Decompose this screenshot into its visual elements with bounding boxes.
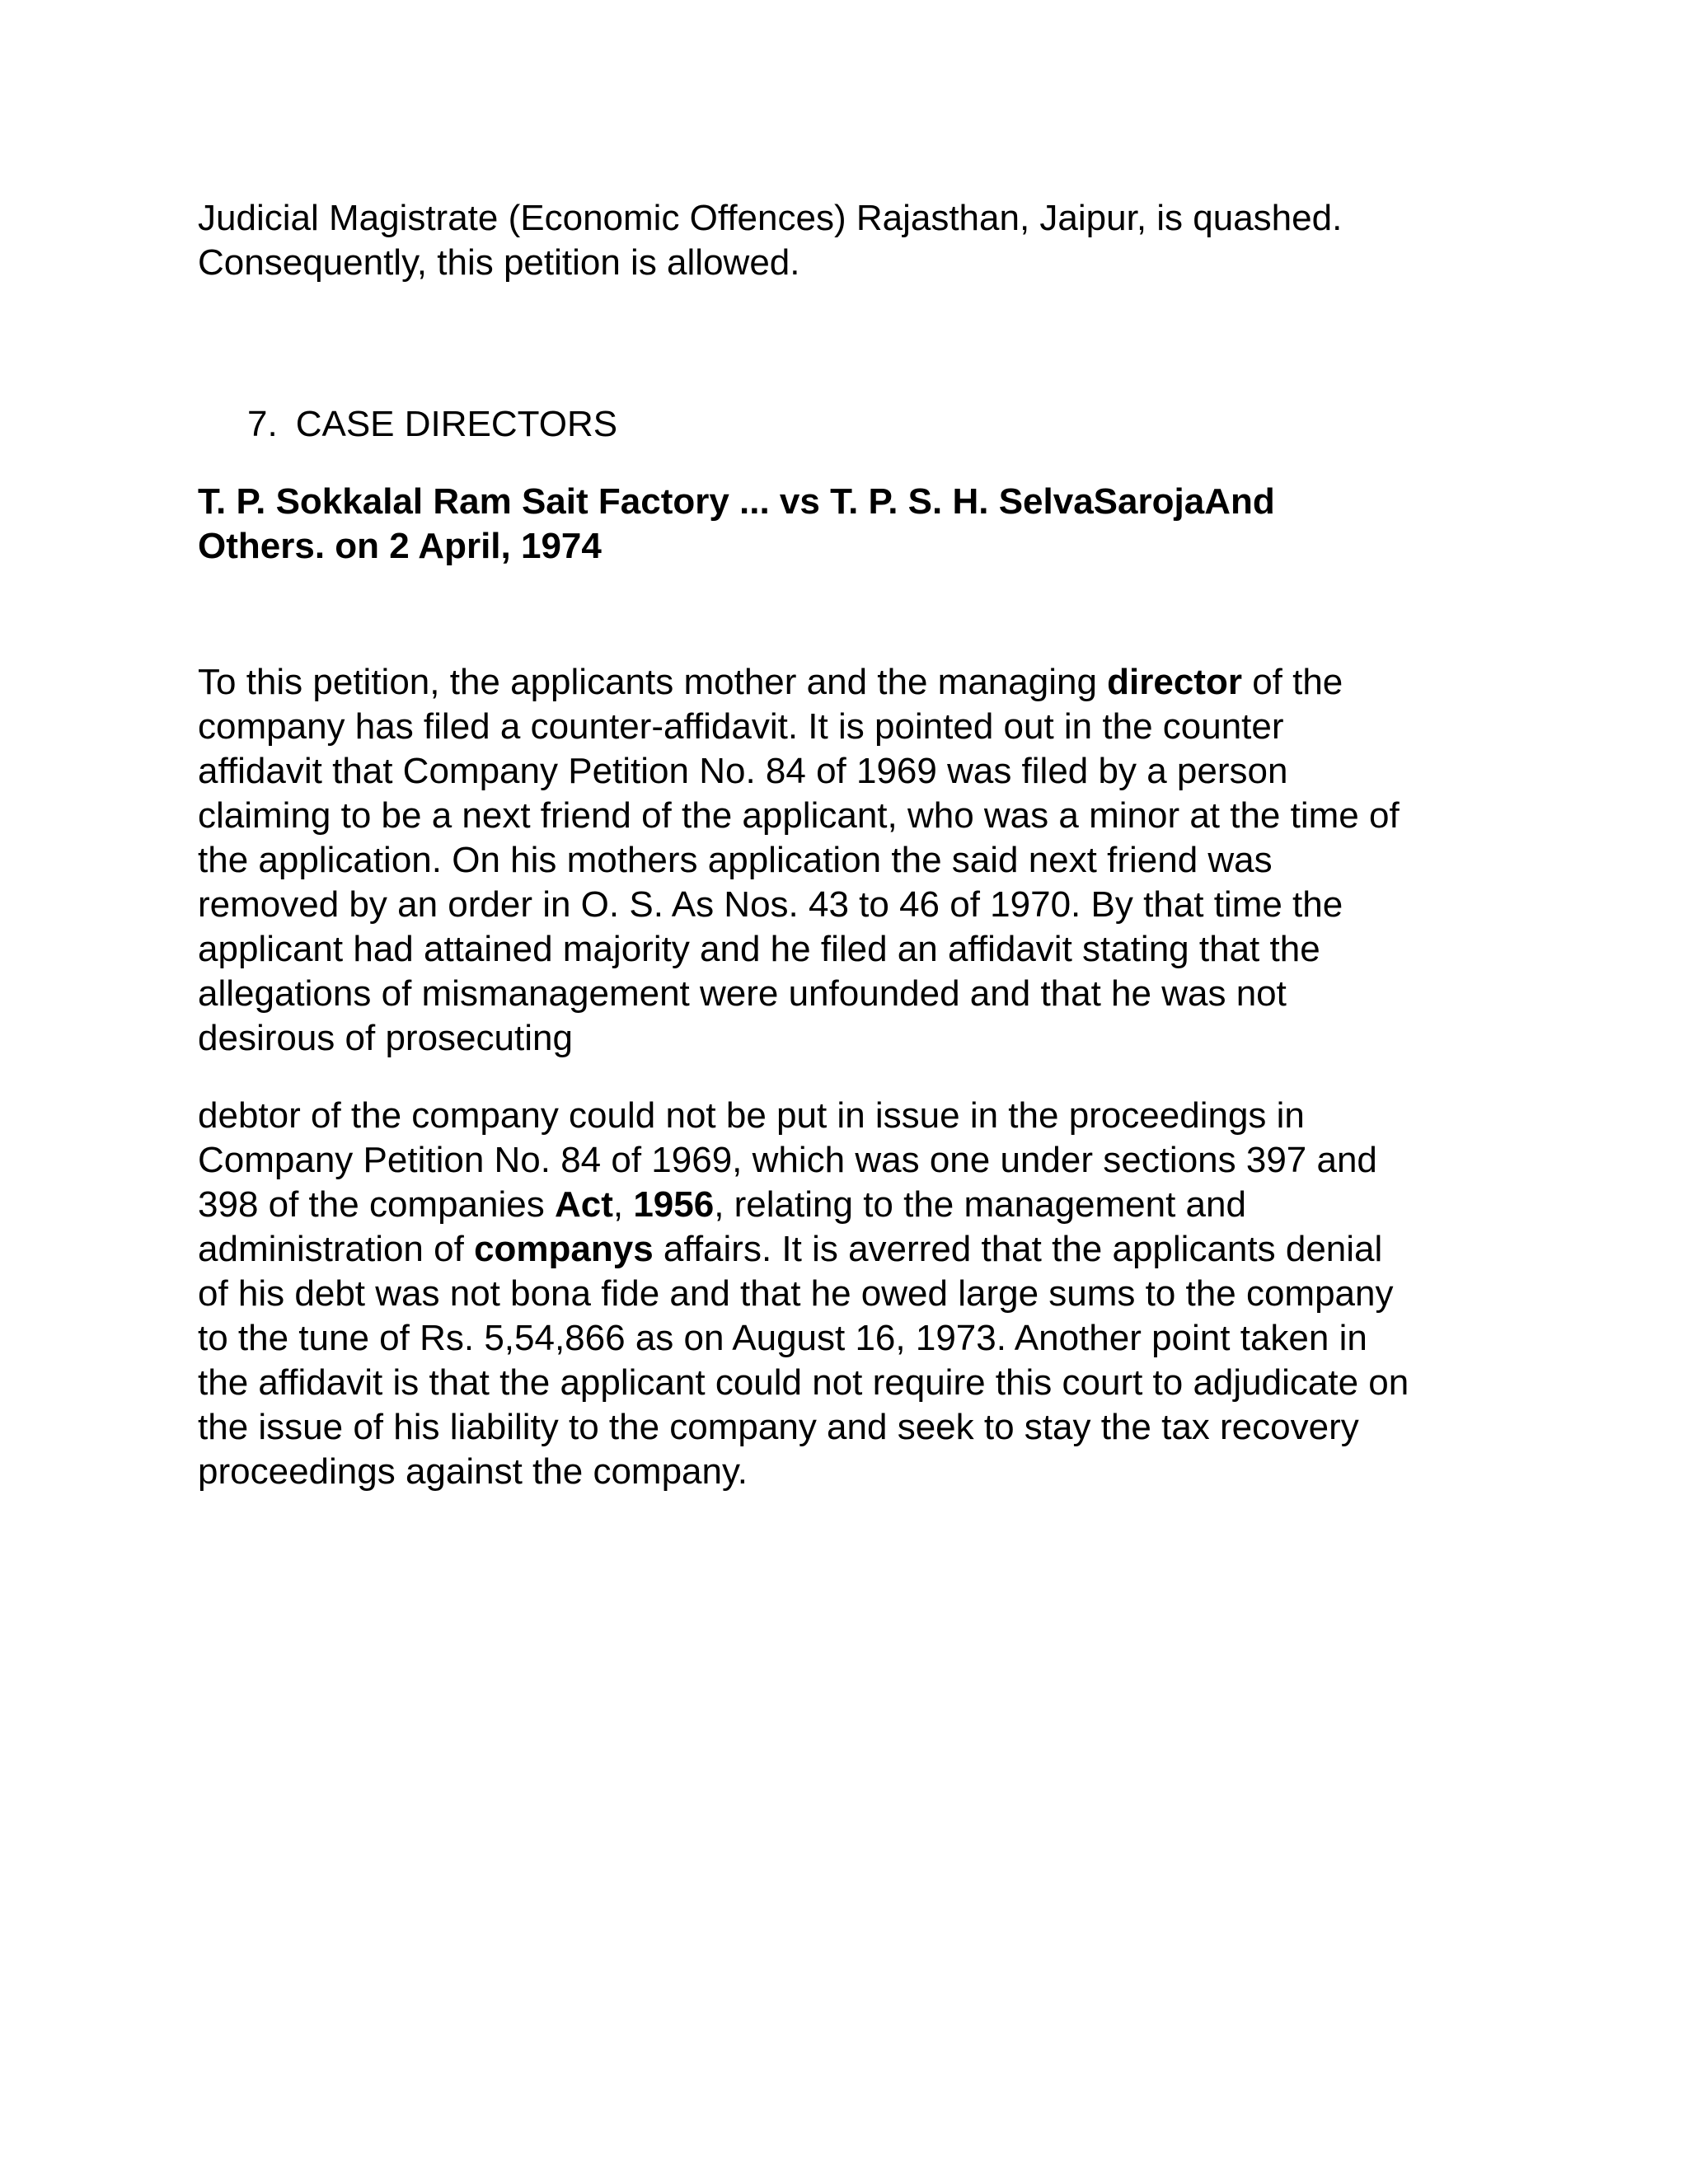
case-title-line: Others. on 2 April, 1974	[198, 526, 602, 566]
text-run: affairs. It is averred that the applicants denial	[653, 1229, 1383, 1269]
case-title-line: T. P. Sokkalal Ram Sait Factory ... vs T. P. S. H. SelvaSarojaAnd	[198, 481, 1275, 522]
text-line: removed by an order in O. S. As Nos. 43 to 46 of 1970. By that time the	[198, 884, 1343, 925]
intro-paragraph	[198, 196, 1500, 285]
text-line: to the tune of Rs. 5,54,866 as on August 16, 1973. Another point taken in	[198, 1318, 1367, 1358]
text-line: desirous of prosecuting	[198, 1018, 573, 1058]
text-line: the affidavit is that the applicant could not require this court to adjudicate on	[198, 1362, 1409, 1403]
highlighted-term: companys	[474, 1229, 654, 1269]
text-line: company has filed a counter-affidavit. It is pointed out in the counter	[198, 706, 1284, 747]
text-line: Judicial Magistrate (Economic Offences) Rajasthan, Jaipur, is quashed.	[198, 198, 1343, 238]
section-number: 7.	[247, 404, 278, 444]
text-line	[198, 1183, 1500, 1227]
section-title: CASE DIRECTORS	[295, 404, 618, 444]
text-run: administration of	[198, 1229, 475, 1269]
text-line: debtor of the company could not be put in issue in the proceedings in	[198, 1095, 1305, 1136]
case-title	[198, 480, 1434, 569]
body-paragraph-1	[198, 660, 1500, 1061]
body-paragraph-2	[198, 1094, 1500, 1494]
text-line	[198, 660, 1500, 705]
highlighted-term: director	[1107, 662, 1242, 702]
text-line	[198, 1227, 1500, 1272]
text-line: the issue of his liability to the company and seek to stay the tax recovery	[198, 1407, 1359, 1447]
text-run: ,	[612, 1184, 634, 1225]
text-line: Consequently, this petition is allowed.	[198, 242, 800, 283]
text-line: applicant had attained majority and he filed an affidavit stating that the	[198, 929, 1320, 969]
text-run: , relating to the management and	[714, 1184, 1246, 1225]
text-run: 398 of the companies	[198, 1184, 555, 1225]
text-line: affidavit that Company Petition No. 84 of 1969 was filed by a person	[198, 751, 1288, 791]
text-run: of the	[1241, 662, 1343, 702]
section-heading	[247, 402, 617, 447]
text-run: To this petition, the applicants mother and the managing	[198, 662, 1108, 702]
highlighted-term: Act	[554, 1184, 613, 1225]
text-line: of his debt was not bona fide and that he owed large sums to the company	[198, 1273, 1394, 1314]
text-line: allegations of mismanagement were unfounded and that he was not	[198, 973, 1287, 1014]
highlighted-term: 1956	[633, 1184, 715, 1225]
text-line: Company Petition No. 84 of 1969, which was one under sections 397 and	[198, 1140, 1377, 1180]
text-line: the application. On his mothers application the said next friend was	[198, 840, 1273, 880]
text-line: proceedings against the company.	[198, 1451, 748, 1492]
text-line: claiming to be a next friend of the applicant, who was a minor at the time of	[198, 795, 1400, 836]
